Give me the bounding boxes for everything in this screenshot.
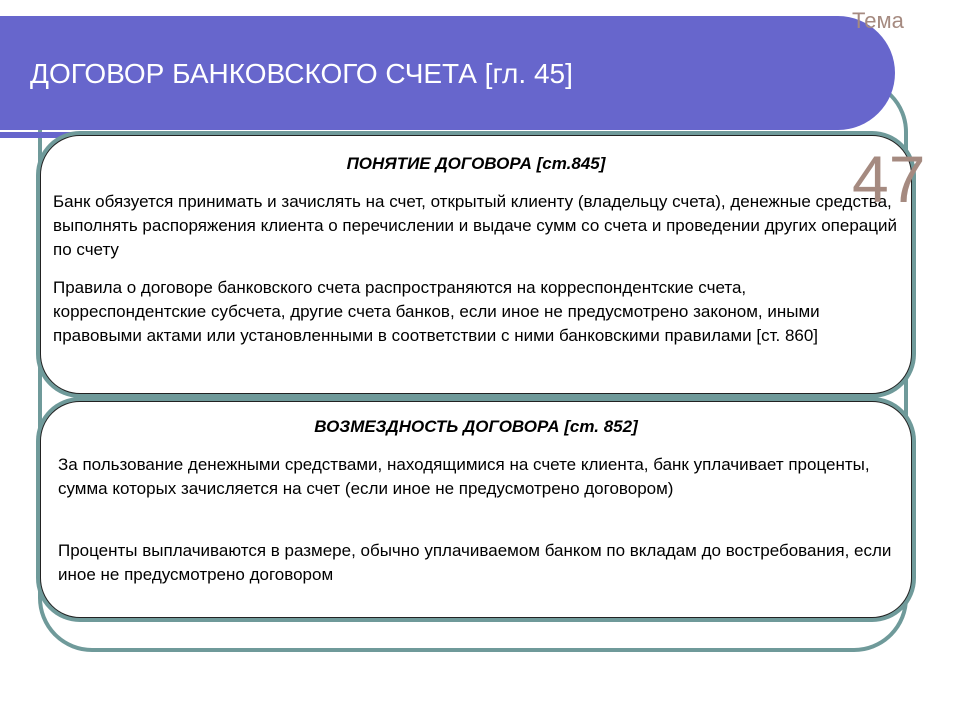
- section-heading: ВОЗМЕЗДНОСТЬ ДОГОВОРА [ст. 852]: [314, 417, 638, 436]
- section-paragraph: Банк обязуется принимать и зачислять на счет, открытый клиенту (владельцу счета), денежные средства, выполнять распоряжения клиента о перечислении и выдаче сумм со счета и проведении других операций по счету: [53, 192, 897, 259]
- section-heading: ПОНЯТИЕ ДОГОВОРА [ст.845]: [346, 154, 606, 173]
- slide-number: 47: [852, 142, 926, 216]
- section-paragraph: За пользование денежными средствами, находящимися на счете клиента, банк уплачивает проценты, сумма которых зачисляется на счет (если иное не предусмотрено договором): [58, 455, 870, 498]
- section-card-compensation: [40, 401, 912, 618]
- section-card-concept: [40, 135, 912, 394]
- slide-title: ДОГОВОР БАНКОВСКОГО СЧЕТА [гл. 45]: [30, 58, 573, 89]
- section-paragraph: Правила о договоре банковского счета распространяются на корреспондентские счета, корреспондентские субсчета, другие счета банков, если иное не предусмотрено законом, иными правовыми актами или установленными в соответствии с ними банковскими правилами [ст. 860]: [53, 278, 820, 345]
- topic-label: Тема: [852, 8, 904, 33]
- section-paragraph: Проценты выплачиваются в размере, обычно уплачиваемом банком по вкладам до востребования, если иное не предусмотрено договором: [58, 541, 892, 584]
